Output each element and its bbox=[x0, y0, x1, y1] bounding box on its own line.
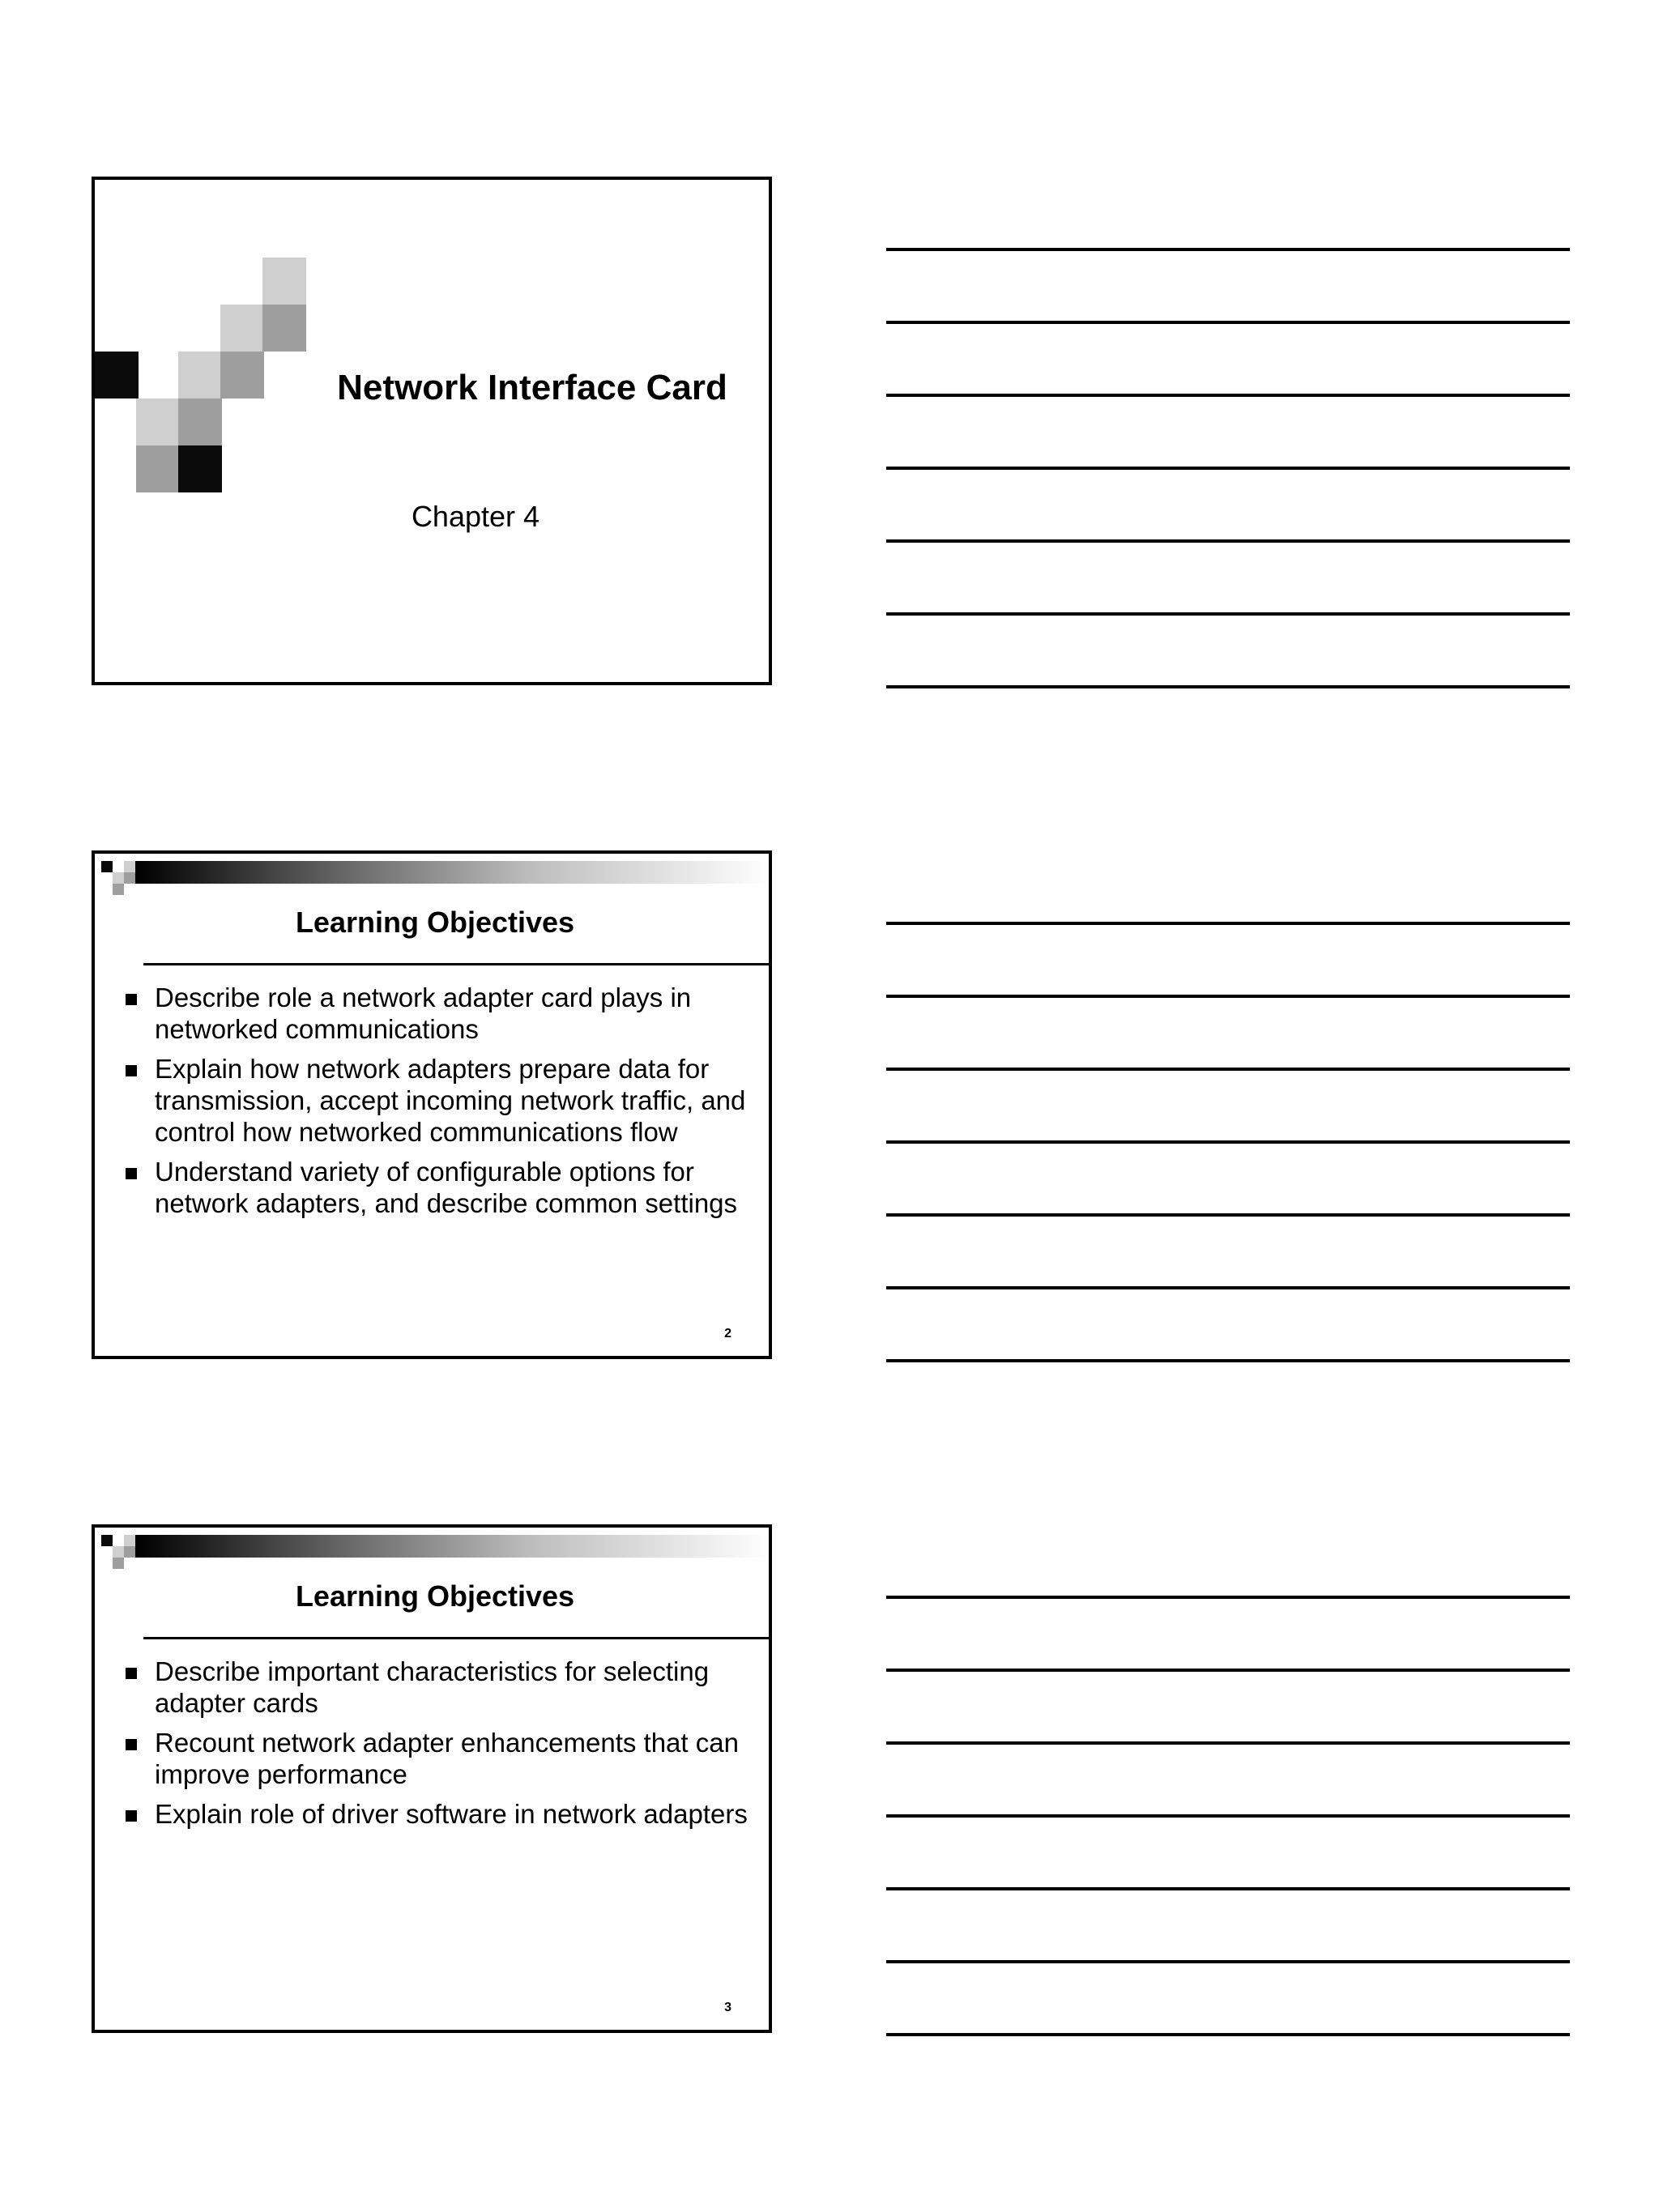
note-line bbox=[886, 1213, 1570, 1217]
mosaic-square bbox=[220, 305, 264, 352]
note-line bbox=[886, 922, 1570, 925]
slide-learning-objectives-1 bbox=[92, 850, 772, 1359]
bullet-item: Understand variety of configurable options for network adapters, and describe common settings bbox=[126, 1156, 766, 1219]
mosaic-square bbox=[113, 1558, 124, 1569]
mosaic-square bbox=[262, 258, 306, 305]
slide-title: Learning Objectives bbox=[295, 906, 575, 939]
note-line bbox=[886, 612, 1570, 616]
note-line bbox=[886, 1814, 1570, 1818]
mosaic-square bbox=[178, 445, 222, 492]
bullet-item: Explain how network adapters prepare data for transmission, accept incoming network traffic, and control how networked communications flow bbox=[126, 1053, 766, 1148]
bullet-square-icon bbox=[126, 1668, 137, 1679]
bullet-item: Explain role of driver software in network adapters bbox=[126, 1798, 766, 1830]
slide-learning-objectives-2 bbox=[92, 1524, 772, 2033]
slide-number: 3 bbox=[724, 2001, 731, 2014]
mosaic-square bbox=[262, 305, 306, 352]
note-line bbox=[886, 1669, 1570, 1672]
slide-number: 2 bbox=[724, 1327, 731, 1340]
slide-main-title: Network Interface Card bbox=[337, 368, 727, 407]
mosaic-square bbox=[101, 861, 113, 872]
mosaic-square bbox=[178, 352, 222, 399]
bullet-item: Recount network adapter enhancements that can improve performance bbox=[126, 1727, 766, 1790]
title-divider bbox=[143, 963, 772, 965]
note-line bbox=[886, 1359, 1570, 1362]
mosaic-square bbox=[136, 445, 180, 492]
mosaic-square bbox=[124, 1535, 135, 1546]
slide-subtitle: Chapter 4 bbox=[411, 500, 540, 533]
bullet-list bbox=[126, 1656, 766, 1838]
note-line bbox=[886, 1596, 1570, 1599]
mosaic-square bbox=[113, 1546, 124, 1558]
bullet-square-icon bbox=[126, 994, 137, 1005]
note-line bbox=[886, 1286, 1570, 1289]
mosaic-square bbox=[113, 872, 124, 884]
bullet-square-icon bbox=[126, 1065, 137, 1076]
mosaic-square bbox=[113, 884, 124, 895]
slide-title-page bbox=[92, 177, 772, 685]
header-gradient-bar bbox=[135, 1535, 772, 1558]
mosaic-square bbox=[124, 872, 135, 884]
bullet-square-icon bbox=[126, 1168, 137, 1179]
mosaic-square bbox=[124, 1546, 135, 1558]
note-line bbox=[886, 2033, 1570, 2036]
title-divider bbox=[143, 1637, 772, 1639]
note-line bbox=[886, 1887, 1570, 1890]
mosaic-square bbox=[178, 399, 222, 445]
note-line bbox=[886, 1741, 1570, 1745]
bullet-item: Describe role a network adapter card plays in networked communications bbox=[126, 982, 766, 1045]
note-line bbox=[886, 995, 1570, 998]
note-line bbox=[886, 321, 1570, 324]
note-line bbox=[886, 1140, 1570, 1144]
note-line bbox=[886, 248, 1570, 251]
note-line bbox=[886, 685, 1570, 688]
note-line bbox=[886, 1068, 1570, 1071]
note-line bbox=[886, 467, 1570, 470]
note-line bbox=[886, 539, 1570, 543]
mosaic-square bbox=[136, 399, 180, 445]
note-line bbox=[886, 394, 1570, 397]
bullet-list bbox=[126, 982, 766, 1227]
mosaic-square bbox=[124, 861, 135, 872]
mosaic-square bbox=[95, 352, 139, 399]
header-gradient-bar bbox=[135, 861, 772, 884]
note-line bbox=[886, 1960, 1570, 1963]
bullet-square-icon bbox=[126, 1739, 137, 1750]
bullet-item: Describe important characteristics for selecting adapter cards bbox=[126, 1656, 766, 1719]
mosaic-square bbox=[101, 1535, 113, 1546]
bullet-square-icon bbox=[126, 1810, 137, 1822]
slide-title: Learning Objectives bbox=[295, 1579, 575, 1613]
mosaic-square bbox=[220, 352, 264, 399]
